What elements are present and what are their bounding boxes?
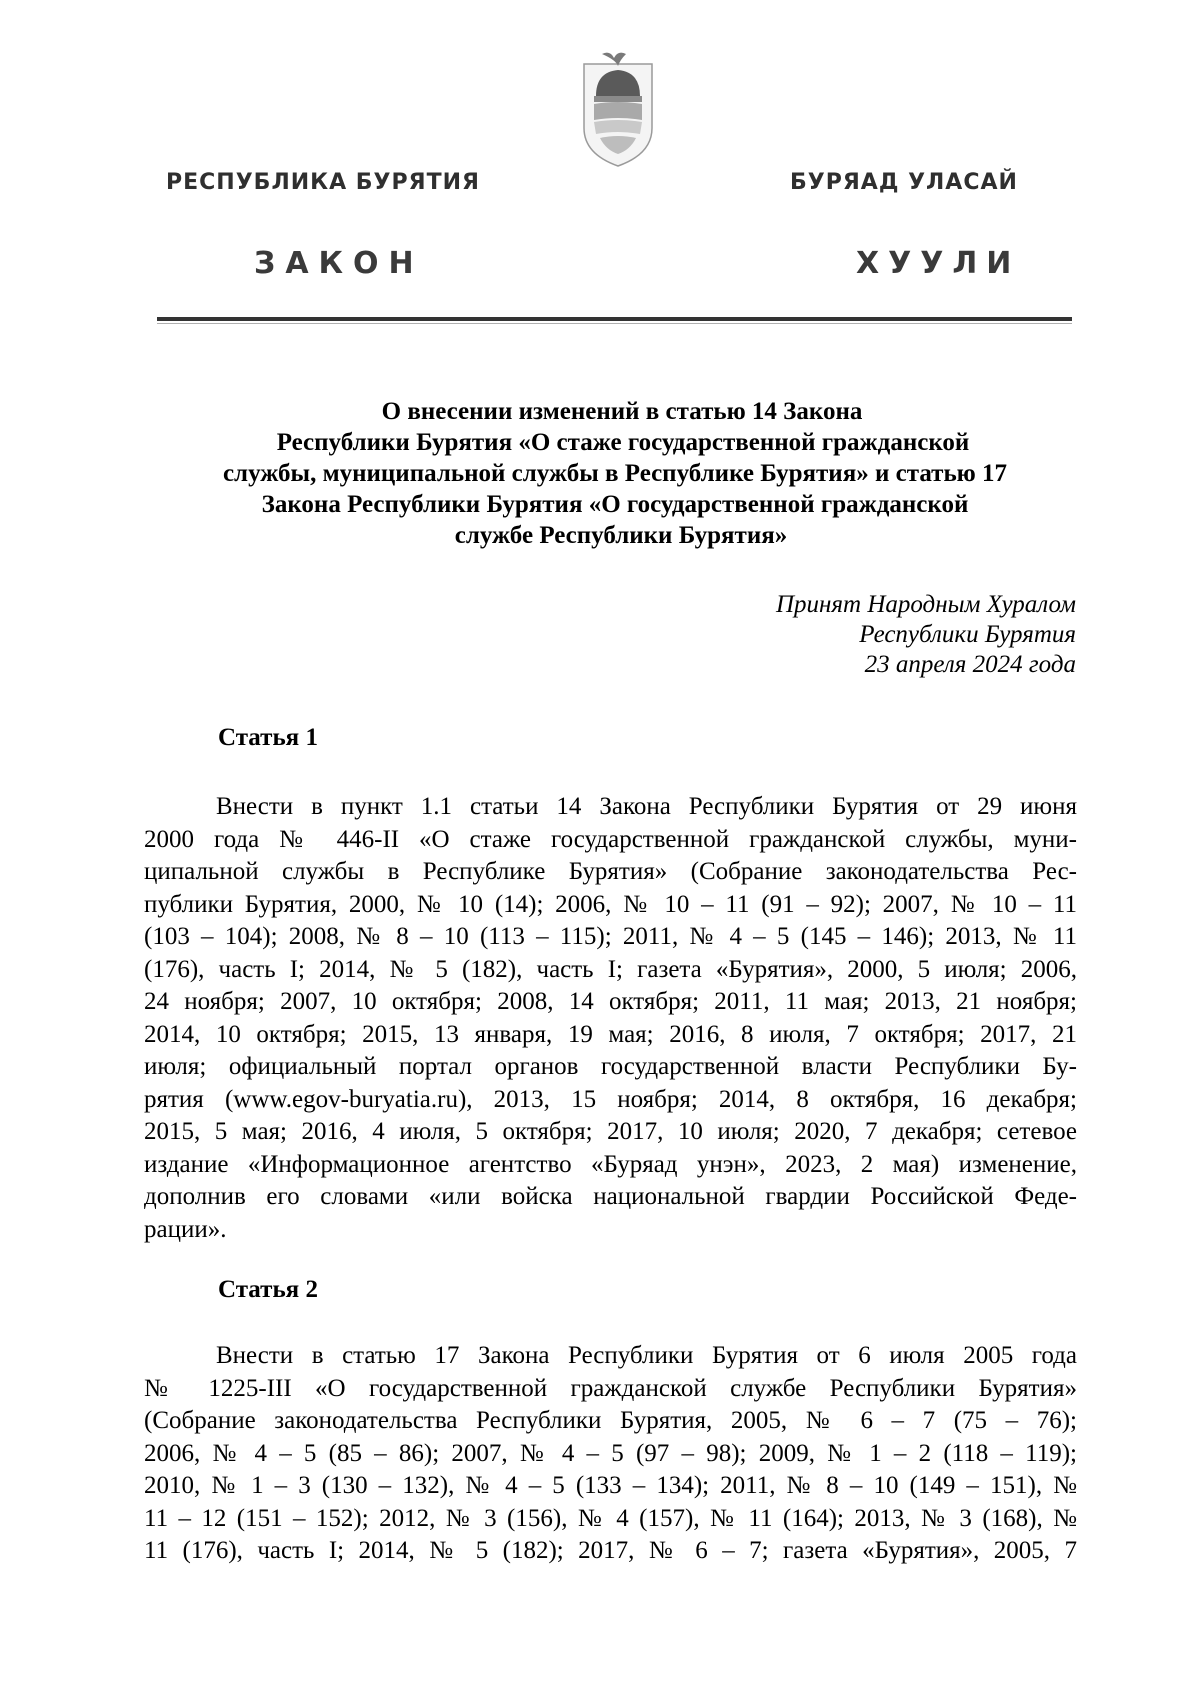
article-1-text [144, 791, 1077, 1246]
header-divider-thin [157, 323, 1072, 324]
text-line: издание «Информационное агентство «Буряад унэн», 2023, 2 мая) изменение, [144, 1150, 1077, 1178]
text-line: 24 ноября; 2007, 10 октября; 2008, 14 октября; 2011, 11 мая; 2013, 21 ноября; [144, 988, 1077, 1015]
title-line: О внесении изменений в статью 14 Закона [381, 398, 863, 425]
law-title [150, 396, 1080, 551]
text-line: 2015, 5 мая; 2016, 4 июля, 5 октября; 2017, 10 июля; 2020, 7 декабря; сетевое [144, 1118, 1077, 1145]
text-line: рации». [144, 1215, 227, 1243]
text-line: (103 – 104); 2008, № 8 – 10 (113 – 115); 2011, № 4 – 5 (145 – 146); 2013, № 11 [144, 923, 1077, 950]
text-line: Внести в статью 17 Закона Республики Бурятия от 6 июля 2005 года [216, 1342, 1077, 1369]
title-line: службы, муниципальной службы в Республике Бурятия» и статью 17 [222, 460, 1008, 487]
text-line: № 1225-III «О государственной гражданской службе Республики Бурятия» [144, 1374, 1077, 1402]
text-line: ципальной службы в Республике Бурятия» (Собрание законодательства Рес- [144, 858, 1077, 885]
text-line: 11 (176), часть I; 2014, № 5 (182); 2017, № 6 – 7; газета «Бурятия», 2005, 7 [144, 1537, 1077, 1564]
text-line: рятия (www.egov-buryatia.ru), 2013, 15 ноября; 2014, 8 октября, 16 декабря; [144, 1085, 1077, 1113]
republic-name-ru: РЕСПУБЛИКА БУРЯТИЯ [166, 170, 480, 195]
republic-name-bua: БУРЯАД УЛАСАЙ [790, 170, 1018, 195]
text-line: июля; официальный портал органов государственной власти Республики Бу- [144, 1053, 1077, 1080]
law-label-ru: ЗАКОН [254, 246, 424, 281]
text-line: (176), часть I; 2014, № 5 (182), часть I; газета «Бурятия», 2000, 5 июля; 2006, [144, 955, 1077, 983]
text-line: 2014, 10 октября; 2015, 13 января, 19 мая; 2016, 8 июля, 7 октября; 2017, 21 [144, 1020, 1077, 1048]
article-2-text [144, 1340, 1077, 1568]
text-line: дополнив его словами «или войска национальной гвардии Российской Феде- [144, 1183, 1077, 1210]
article-1-heading: Статья 1 [218, 724, 318, 751]
adoption-line: Принят Народным Хуралом [775, 591, 1076, 618]
text-line: публики Бурятия, 2000, № 10 (14); 2006, № 10 – 11 (91 – 92); 2007, № 10 – 11 [144, 890, 1077, 918]
text-line: 2010, № 1 – 3 (130 – 132), № 4 – 5 (133 – 134); 2011, № 8 – 10 (149 – 151), № [144, 1472, 1077, 1499]
adoption-line: 23 апреля 2024 года [864, 651, 1076, 678]
text-line: Внести в пункт 1.1 статьи 14 Закона Республики Бурятия от 29 июня [216, 793, 1077, 820]
title-line: Республики Бурятия «О стаже государственной гражданской [276, 429, 970, 456]
law-label-bua: ХУУЛИ [856, 246, 1021, 281]
text-line: 11 – 12 (151 – 152); 2012, № 3 (156), № 4 (157), № 11 (164); 2013, № 3 (168), № [144, 1504, 1077, 1532]
article-2-heading: Статья 2 [218, 1276, 318, 1303]
text-line: (Собрание законодательства Республики Бурятия, 2005, № 6 – 7 (75 – 76); [144, 1407, 1077, 1434]
text-line: 2000 года № 446-II «О стаже государственной гражданской службы, муни- [144, 825, 1077, 853]
coat-of-arms-emblem [580, 50, 656, 168]
title-line: службе Республики Бурятия» [454, 522, 788, 549]
adoption-line: Республики Бурятия [859, 621, 1076, 648]
adoption-note [776, 590, 1076, 680]
header-divider [157, 317, 1072, 321]
text-line: 2006, № 4 – 5 (85 – 86); 2007, № 4 – 5 (97 – 98); 2009, № 1 – 2 (118 – 119); [144, 1439, 1077, 1467]
title-line: Закона Республики Бурятия «О государственной гражданской [261, 491, 969, 518]
